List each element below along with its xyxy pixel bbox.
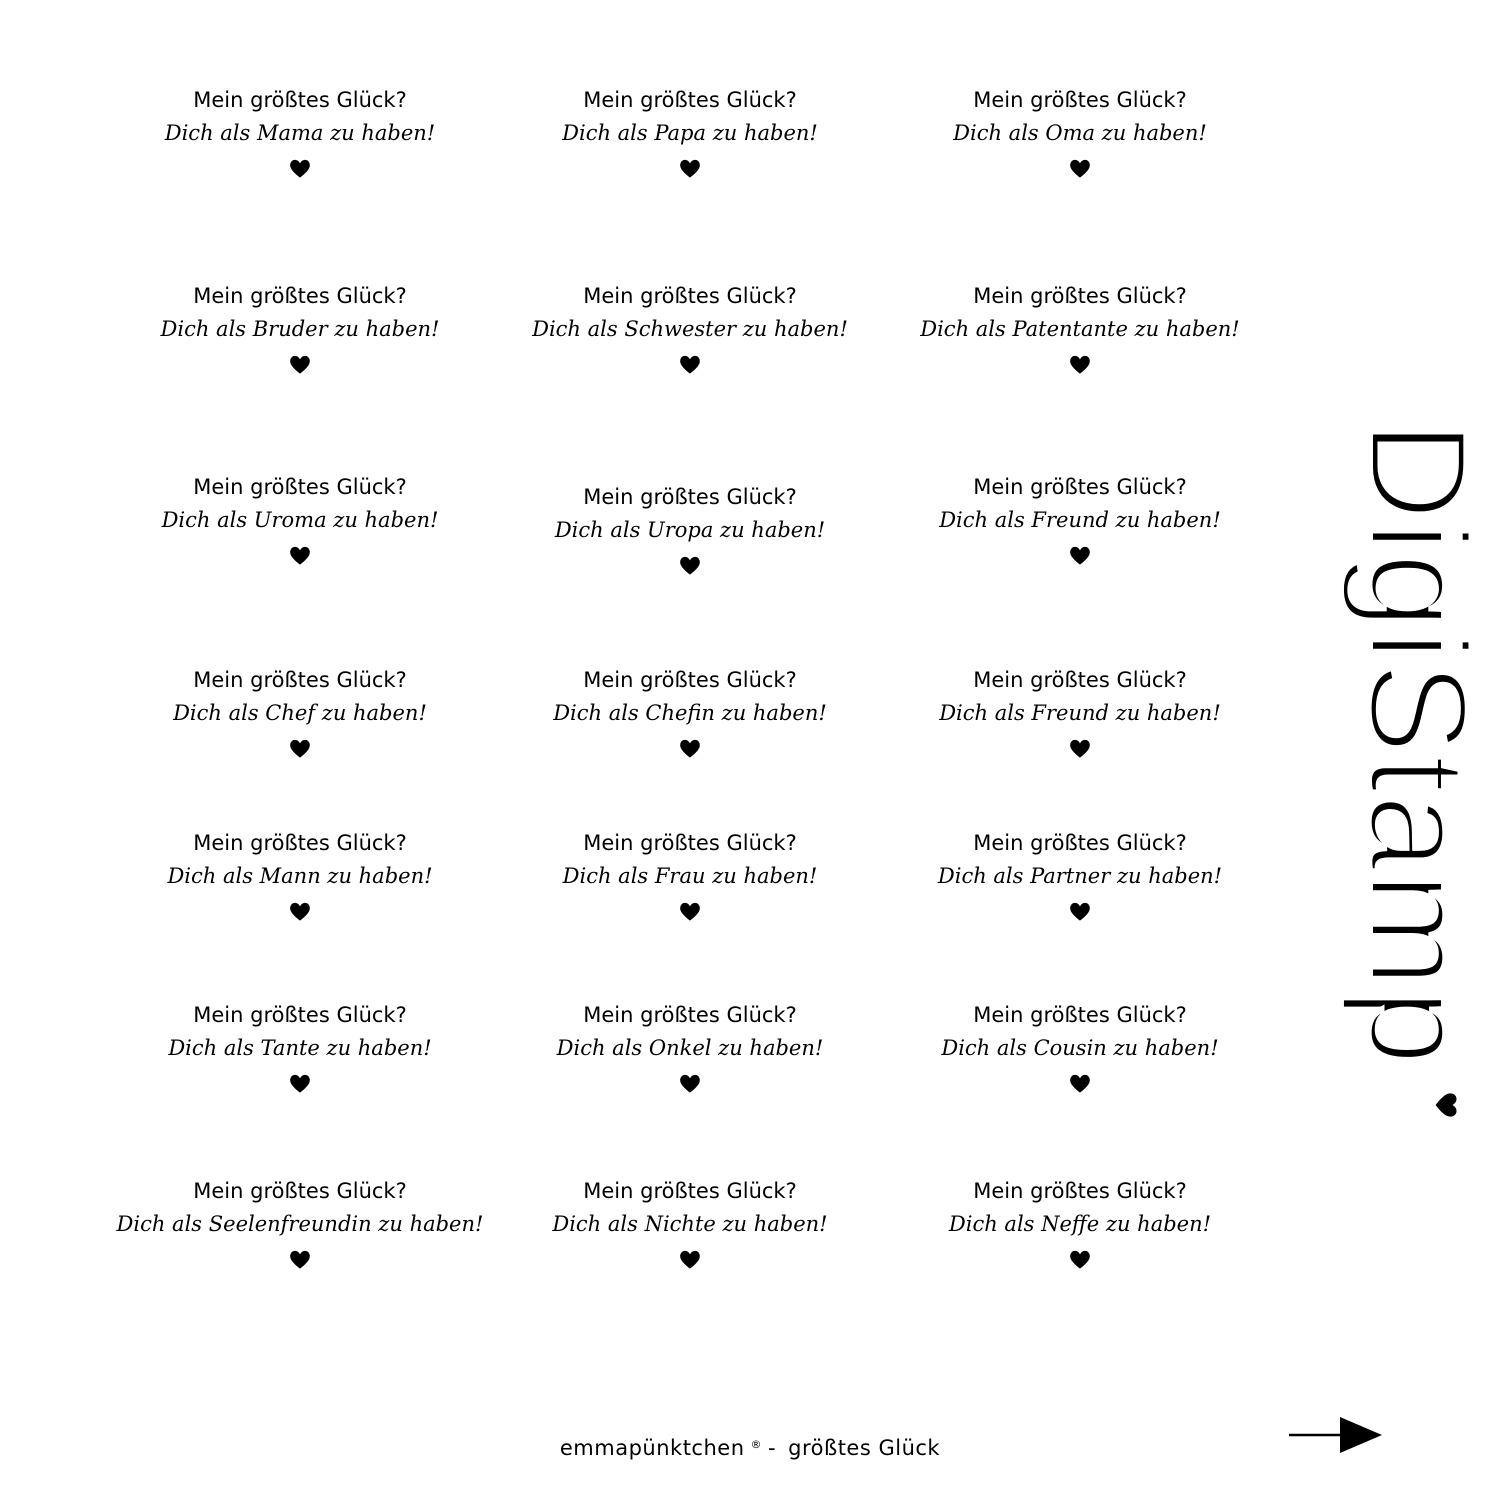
stamp-answer: Dich als Freund zu haben! (939, 508, 1221, 532)
heart-icon (860, 1071, 1300, 1095)
stamp-question: Mein größtes Glück? (583, 1179, 797, 1203)
digistamp-logo (1340, 420, 1497, 1100)
stamp-question: Mein größtes Glück? (973, 1003, 1187, 1027)
footer-caption (0, 1430, 1500, 1463)
stamp-uroma (80, 471, 520, 567)
footer-separator: - (768, 1436, 777, 1460)
stamp-answer: Dich als Seelenfreundin zu haben! (116, 1212, 484, 1236)
heart-icon (860, 1247, 1300, 1271)
stamp-question: Mein größtes Glück? (583, 668, 797, 692)
stamp-question: Mein größtes Glück? (973, 284, 1187, 308)
stamp-freund-2 (860, 664, 1300, 760)
stamp-mann (80, 827, 520, 923)
stamp-answer: Dich als Neffe zu haben! (948, 1212, 1212, 1236)
brand-name: emmapünktchen (559, 1436, 745, 1460)
heart-icon (80, 736, 520, 760)
stamp-frau (470, 827, 910, 923)
stamp-question: Mein größtes Glück? (193, 1179, 407, 1203)
heart-icon (80, 1247, 520, 1271)
stamp-question: Mein größtes Glück? (193, 1003, 407, 1027)
stamp-onkel (470, 999, 910, 1095)
heart-icon (470, 1071, 910, 1095)
heart-icon (860, 899, 1300, 923)
heart-icon (470, 553, 910, 577)
stamp-question: Mein größtes Glück? (193, 284, 407, 308)
stamp-answer: Dich als Uroma zu haben! (161, 508, 439, 532)
registered-mark: ® (750, 1438, 763, 1451)
stamp-question: Mein größtes Glück? (583, 284, 797, 308)
heart-icon (860, 352, 1300, 376)
stamp-answer: Dich als Chefin zu haben! (553, 701, 827, 725)
stamp-question: Mein größtes Glück? (583, 831, 797, 855)
stamp-tante (80, 999, 520, 1095)
heart-icon (860, 156, 1300, 180)
heart-icon (470, 1247, 910, 1271)
stamp-answer: Dich als Frau zu haben! (562, 864, 818, 888)
stamp-answer: Dich als Freund zu haben! (939, 701, 1221, 725)
stamp-answer: Dich als Onkel zu haben! (556, 1036, 824, 1060)
arrow-right-icon (1285, 1415, 1385, 1455)
stamp-question: Mein größtes Glück? (193, 831, 407, 855)
stamp-cousin (860, 999, 1300, 1095)
stamp-answer: Dich als Tante zu haben! (168, 1036, 432, 1060)
heart-icon (860, 736, 1300, 760)
product-name: größtes Glück (788, 1436, 941, 1460)
stamp-freund (860, 471, 1300, 567)
stamp-question: Mein größtes Glück? (583, 88, 797, 112)
stamp-nichte (470, 1175, 910, 1271)
heart-icon (80, 352, 520, 376)
stamp-answer: Dich als Patentante zu haben! (920, 317, 1240, 341)
stamp-question: Mein größtes Glück? (973, 831, 1187, 855)
stamp-seelenfreundin (80, 1175, 520, 1271)
heart-icon (470, 899, 910, 923)
heart-icon (470, 156, 910, 180)
stamp-answer: Dich als Uropa zu haben! (554, 518, 826, 542)
stamp-question: Mein größtes Glück? (973, 88, 1187, 112)
stamp-question: Mein größtes Glück? (973, 1179, 1187, 1203)
stamp-uropa (470, 481, 910, 577)
stamp-answer: Dich als Cousin zu haben! (941, 1036, 1219, 1060)
stamp-neffe (860, 1175, 1300, 1271)
stamp-question: Mein größtes Glück? (583, 485, 797, 509)
stamp-answer: Dich als Nichte zu haben! (552, 1212, 828, 1236)
stamp-question: Mein größtes Glück? (193, 88, 407, 112)
stamp-answer: Dich als Oma zu haben! (953, 121, 1207, 145)
stamp-answer: Dich als Papa zu haben! (562, 121, 818, 145)
stamp-chef (80, 664, 520, 760)
stamp-question: Mein größtes Glück? (193, 668, 407, 692)
stamp-question: Mein größtes Glück? (193, 475, 407, 499)
stamp-answer: Dich als Partner zu haben! (937, 864, 1223, 888)
stamp-answer: Dich als Bruder zu haben! (160, 317, 440, 341)
stamp-patentante (860, 280, 1300, 376)
heart-icon (80, 899, 520, 923)
stamp-answer: Dich als Schwester zu haben! (532, 317, 848, 341)
stamp-papa (470, 84, 910, 180)
stamp-answer: Dich als Chef zu haben! (173, 701, 427, 725)
stamp-schwester (470, 280, 910, 376)
stamp-chefin (470, 664, 910, 760)
stamp-question: Mein größtes Glück? (973, 668, 1187, 692)
heart-icon (1434, 1092, 1460, 1118)
logo-text: DigiStamp (1340, 420, 1497, 1066)
heart-icon (860, 543, 1300, 567)
stamp-answer: Dich als Mama zu haben! (164, 121, 436, 145)
heart-icon (80, 543, 520, 567)
stamp-mama (80, 84, 520, 180)
heart-icon (470, 736, 910, 760)
stamp-answer: Dich als Mann zu haben! (167, 864, 433, 888)
stamp-bruder (80, 280, 520, 376)
heart-icon (80, 156, 520, 180)
stamp-oma (860, 84, 1300, 180)
heart-icon (470, 352, 910, 376)
stamp-question: Mein größtes Glück? (973, 475, 1187, 499)
stamp-partner (860, 827, 1300, 923)
stamp-question: Mein größtes Glück? (583, 1003, 797, 1027)
heart-icon (80, 1071, 520, 1095)
